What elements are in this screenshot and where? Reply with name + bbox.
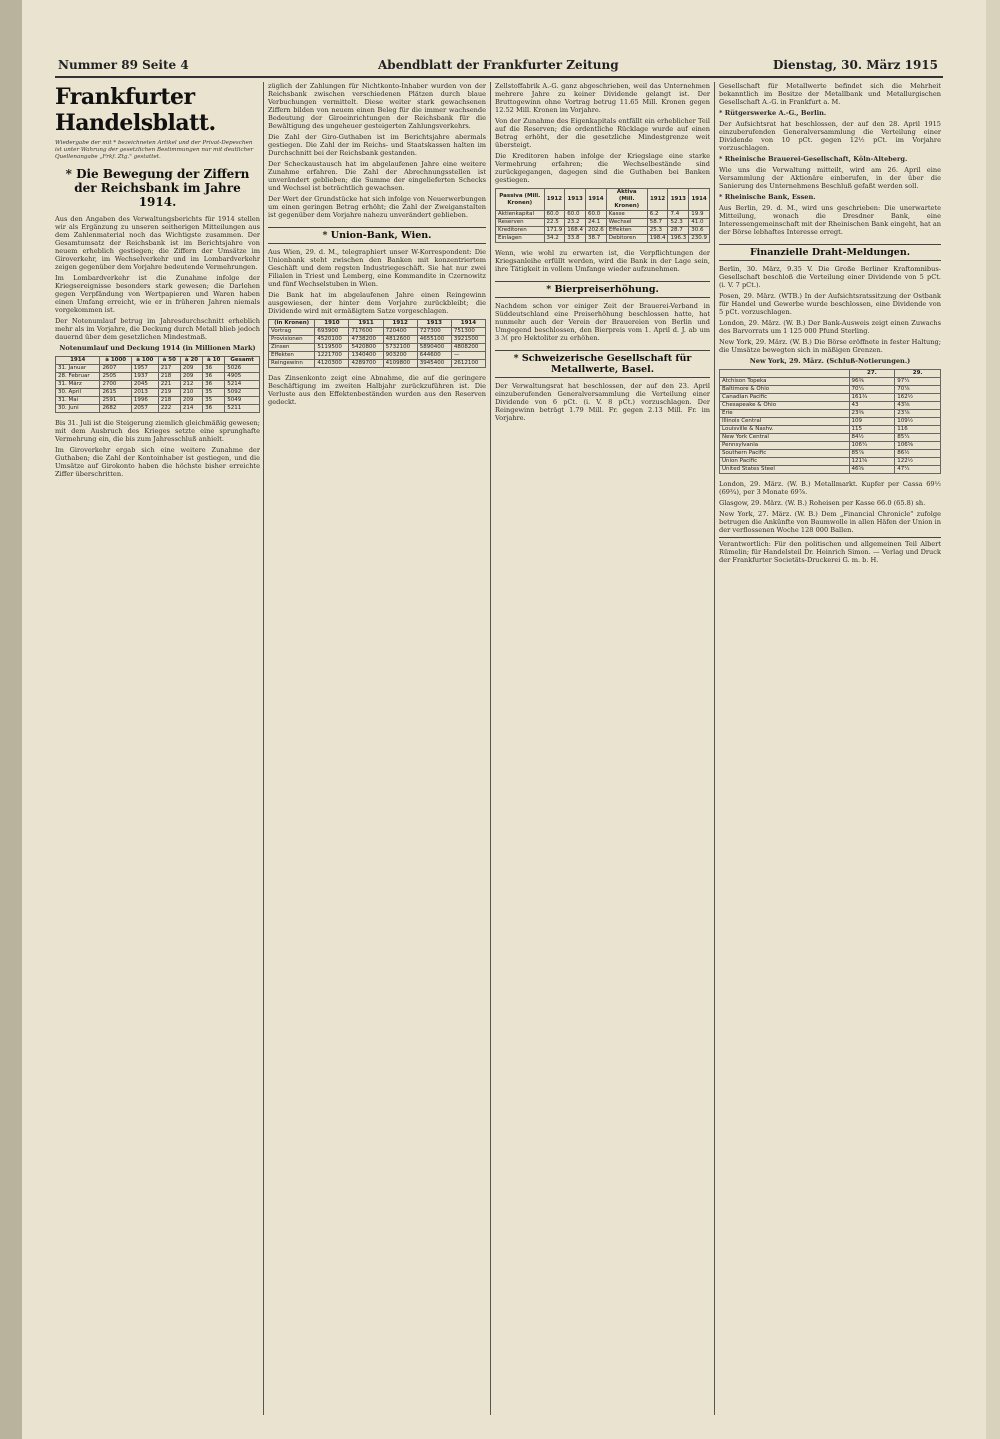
article-paragraph: Der Notenumlauf betrug im Jahresdurchschnitt erheblich mehr als im Vorjahre, die Deckung durch Metall blieb jedoch dauernd über dem gesetzlichen Mindestmaß. <box>55 317 260 341</box>
table-row <box>56 389 260 397</box>
table-row <box>496 235 710 243</box>
table-cell: Kreditoren <box>496 227 545 235</box>
article-paragraph: New York, 29. März. (W. B.) Die Börse eröffnete in fester Haltung; die Umsätze bewegten sich in mäßigen Grenzen. <box>719 338 941 354</box>
table-cell: Reingewinn <box>269 360 315 368</box>
table-cell: 1957 <box>131 365 158 373</box>
table-row <box>56 381 260 389</box>
table-cell: 5092 <box>225 389 260 397</box>
table-header-cell: 1914 <box>689 189 710 211</box>
table-header-cell <box>720 370 850 378</box>
table-row <box>56 365 260 373</box>
table-cell: 4109800 <box>383 360 417 368</box>
table-cell: Pennsylvania <box>720 442 850 450</box>
column-1 <box>55 82 260 1415</box>
table-cell: 5420800 <box>349 344 383 352</box>
table-cell: 35 <box>203 389 225 397</box>
table-cell: 202.6 <box>586 227 607 235</box>
table-cell: 1996 <box>131 397 158 405</box>
table-row <box>496 211 710 219</box>
table-cell: 219 <box>158 389 180 397</box>
table-header-cell: à 50 <box>158 357 180 365</box>
table-cell: 97¼ <box>895 378 941 386</box>
table-header-cell: 29. <box>895 370 941 378</box>
table-cell: 210 <box>180 389 202 397</box>
table-cell: 168.4 <box>565 227 586 235</box>
table-cell: Erie <box>720 410 850 418</box>
article-paragraph: Gesellschaft für Metallwerte befindet sich die Mehrheit bekanntlich im Besitze der Metallbank und Metallurgischen Gesellschaft A.-G. in Frankfurt a. M. <box>719 82 941 106</box>
table-cell: 60.0 <box>586 211 607 219</box>
table-cell: 31. März <box>56 381 100 389</box>
table-cell: 5119500 <box>315 344 349 352</box>
copyright-note: Wiedergabe der mit * bezeichneten Artikel und der Privat-Depeschen ist unter Wahrung der gesetzlichen Bestimmungen nur mit deutlicher Quellenangabe „Frkf. Ztg." gestattet. <box>55 140 254 160</box>
table-cell: 2615 <box>100 389 131 397</box>
column-divider <box>490 82 491 1415</box>
table-cell: 30. Juni <box>56 405 100 413</box>
table-cell: 85⅞ <box>849 450 895 458</box>
table-cell: 58.7 <box>647 219 668 227</box>
table-cell: 751300 <box>451 328 485 336</box>
balance-table <box>495 188 710 243</box>
table-cell: 52.3 <box>668 219 689 227</box>
article-paragraph: Wenn, wie wohl zu erwarten ist, die Verpflichtungen der Kriegsanleihe erfüllt werden, wird die Bank in der Lage sein, ihre Tätigkeit in vollem Umfange wieder aufzunehmen. <box>495 249 710 273</box>
table-cell: Union Pacific <box>720 458 850 466</box>
table-cell: 60.0 <box>565 211 586 219</box>
table-cell: Effekten <box>606 227 647 235</box>
article-paragraph: Nachdem schon vor einiger Zeit der Brauerei-Verband in Süddeutschland eine Preiserhöhung beschlossen hatte, hat nunmehr auch der Verein der Brauereien von Berlin und Umgegend beschlossen, den Bierpreis vom 1. April d. J. ab um 3 ℳ pro Hektoliter zu erhöhen. <box>495 302 710 342</box>
table-cell: 5214 <box>225 381 260 389</box>
table-row <box>269 336 486 344</box>
table-cell: 31. Januar <box>56 365 100 373</box>
table-cell: Louisville & Nashv. <box>720 426 850 434</box>
quotes-title: New York, 29. März. (Schluß-Notierungen.) <box>749 357 911 365</box>
table-header-cell: 27. <box>849 370 895 378</box>
table-cell: 727300 <box>417 328 451 336</box>
table-row <box>56 397 260 405</box>
article-paragraph: Zellstoffabrik A.-G. ganz abgeschrieben, weil das Unternehmen mehrere Jahre zu keiner Dividende gelangt ist. Der Bruttogewinn ohne Vortrag betrug 11.65 Mill. Kronen gegen 12.52 Mill. Kronen im Vorjahre. <box>495 82 710 114</box>
table-cell: 3945400 <box>417 360 451 368</box>
table-cell: 4120300 <box>315 360 349 368</box>
table-cell: 4738200 <box>349 336 383 344</box>
table-cell: Southern Pacific <box>720 450 850 458</box>
table-row <box>720 450 941 458</box>
article-headline-unionbank: * Union-Bank, Wien. <box>268 227 486 244</box>
article-paragraph: Im Lombardverkehr ist die Zunahme infolge der Kriegsereignisse besonders stark gewesen; die Darlehen gegen Verpfändung von Wertpapieren und Waren haben einen Umfang erreicht, wie er in früheren Jahren niemals vorgekommen ist. <box>55 274 260 314</box>
table-cell: 198.4 <box>647 235 668 243</box>
table-cell: 2607 <box>100 365 131 373</box>
table-header-cell: Passiva (Mill. Kronen) <box>496 189 545 211</box>
table-header-cell: 1912 <box>383 320 417 328</box>
table-cell: 86½ <box>895 450 941 458</box>
article-paragraph: Aus den Angaben des Verwaltungsberichts für 1914 stellen wir als Ergänzung zu unseren seitherigen Mitteilungen aus dem Zahlenmaterial noch das Wichtigste zusammen. Der Gesamtumsatz der Reichsbank ist im Berichtsjahre von neuem erheblich gestiegen; die Ziffern der Umsätze im Giroverkehr, im Wechselverkehr und im Lombardverkehr zeigen gegenüber dem Vorjahre bedeutende Vermehrungen. <box>55 215 260 271</box>
table-cell: Effekten <box>269 352 315 360</box>
table-row <box>720 386 941 394</box>
table-cell: 217 <box>158 365 180 373</box>
article-paragraph: Bis 31. Juli ist die Steigerung ziemlich gleichmäßig gewesen; mit dem Ausbruch des Krieges setzte eine sprunghafte Vermehrung ein, die bis zum Jahresschluß anhielt. <box>55 419 260 443</box>
table-cell: 106⅝ <box>895 442 941 450</box>
table-cell: Aktienkapital <box>496 211 545 219</box>
table-cell: Atchison Topeka <box>720 378 850 386</box>
table-cell: 5732100 <box>383 344 417 352</box>
table-row <box>269 344 486 352</box>
table-header-cell: à 100 <box>131 357 158 365</box>
article-paragraph: Die Zahl der Giro-Guthaben ist im Berichtsjahre abermals gestiegen. Die Zahl der im Reichs- und Staatskassen halten im Durchschnitt bei der Reichsbank gestanden. <box>268 133 486 157</box>
table-cell: 212 <box>180 381 202 389</box>
table-cell: 38.7 <box>586 235 607 243</box>
table-cell: 4520100 <box>315 336 349 344</box>
table-cell: 209 <box>180 397 202 405</box>
table-cell: 109½ <box>895 418 941 426</box>
table-header-cell: à 1000 <box>100 357 131 365</box>
table-cell: 116 <box>895 426 941 434</box>
table-cell: 122½ <box>895 458 941 466</box>
table-cell: 43 <box>849 402 895 410</box>
table-cell: Wechsel <box>606 219 647 227</box>
table-cell: United States Steel <box>720 466 850 474</box>
table-row <box>269 360 486 368</box>
section-headline-draht: Finanzielle Draht-Meldungen. <box>719 244 941 261</box>
table-row <box>56 405 260 413</box>
table-cell: 4289700 <box>349 360 383 368</box>
article-paragraph: Der Wert der Grundstücke hat sich infolge von Neuerwerbungen um einen geringen Betrag erhöht; die Zahl der Zweiganstalten ist gegenüber dem Vorjahre nahezu unverändert geblieben. <box>268 195 486 219</box>
table-cell: 1221700 <box>315 352 349 360</box>
table-cell: 34.2 <box>544 235 565 243</box>
article-paragraph: Der Aufsichtsrat hat beschlossen, der auf den 28. April 1915 einzuberufenden Generalversammlung die Verteilung einer Dividende von 10 pCt. gegen 12½ pCt. im Vorjahre vorzuschlagen. <box>719 120 941 152</box>
table-header-cell: Aktiva (Mill. Kronen) <box>606 189 647 211</box>
table-header-cell: 1912 <box>647 189 668 211</box>
table-row <box>720 418 941 426</box>
table-header-cell: 1914 <box>56 357 100 365</box>
table-cell: 1937 <box>131 373 158 381</box>
table-cell: 85¼ <box>895 434 941 442</box>
table-row <box>720 426 941 434</box>
table-cell: 36 <box>203 381 225 389</box>
table-cell: 4812600 <box>383 336 417 344</box>
table-row <box>496 227 710 235</box>
table-cell: 221 <box>158 381 180 389</box>
table-cell: 96⅜ <box>849 378 895 386</box>
table-row <box>720 410 941 418</box>
table-cell: Debitoren <box>606 235 647 243</box>
binding-gutter <box>0 0 22 1439</box>
table-cell: 5211 <box>225 405 260 413</box>
table-row <box>720 394 941 402</box>
table-cell: 36 <box>203 365 225 373</box>
table-row <box>56 373 260 381</box>
table-cell: 720400 <box>383 328 417 336</box>
column-2 <box>268 82 486 1415</box>
table-row <box>269 328 486 336</box>
article-paragraph: London, 29. März. (W. B.) Metallmarkt. Kupfer per Cassa 69½ (69¾), per 3 Monate 69⅞. <box>719 480 941 496</box>
table-cell: 5049 <box>225 397 260 405</box>
table-cell: 161¾ <box>849 394 895 402</box>
table-cell: 2505 <box>100 373 131 381</box>
table-cell: 6.2 <box>647 211 668 219</box>
table-cell: 28.7 <box>668 227 689 235</box>
table-header-cell: 1913 <box>565 189 586 211</box>
table-cell: 171.9 <box>544 227 565 235</box>
article-paragraph: New York, 27. März. (W. B.) Dem „Financial Chronicle" zufolge betrugen die Ankünfte von Baumwolle in allen Häfen der Union in der verflossenen Woche 128 000 Ballen. <box>719 510 941 534</box>
table-cell: 23⅞ <box>895 410 941 418</box>
article-headline-metallwerte: * Schweizerische Gesellschaft für Metallwerte, Basel. <box>495 350 710 378</box>
table-header-cell: 1914 <box>451 320 485 328</box>
table-cell: Reserven <box>496 219 545 227</box>
table-cell: 33.8 <box>565 235 586 243</box>
table-cell: 3921500 <box>451 336 485 344</box>
article-paragraph: Aus Wien, 29. d. M., telegraphiert unser W-Korrespondent: Die Unionbank steht zwischen den Banken mit konzentriertem Geschäft und dem regsten Industriegeschäft. Sie hat nur zwei Filialen in Triest und Lemberg, eine Kommandite in Czernowitz und fünf Wechselstuben in Wien. <box>268 248 486 288</box>
article-headline: * Rütgerswerke A.-G., Berlin. <box>719 109 827 117</box>
table-cell: New York Central <box>720 434 850 442</box>
table-header-cell: 1914 <box>586 189 607 211</box>
article-paragraph: Glasgow, 29. März. (W. B.) Roheisen per Kasse 66.0 (65.8) sh. <box>719 499 926 507</box>
table-cell: 2700 <box>100 381 131 389</box>
table-cell: 41.0 <box>689 219 710 227</box>
table-cell: Chesapeake & Ohio <box>720 402 850 410</box>
table-cell: 31. Mai <box>56 397 100 405</box>
table-cell: — <box>451 352 485 360</box>
table-cell: Kasse <box>606 211 647 219</box>
table-cell: 2682 <box>100 405 131 413</box>
table-row <box>269 352 486 360</box>
table-header-cell: Gesamt <box>225 357 260 365</box>
table-row <box>720 378 941 386</box>
column-4 <box>719 82 941 1415</box>
table-cell: 209 <box>180 373 202 381</box>
issue-date: Dienstag, 30. März 1915 <box>773 58 938 72</box>
table-cell: 24.1 <box>586 219 607 227</box>
page-edge <box>986 0 1000 1439</box>
unionbank-table <box>268 319 486 368</box>
table-cell: 7.4 <box>668 211 689 219</box>
table-cell: 218 <box>158 397 180 405</box>
table-cell: 47¼ <box>895 466 941 474</box>
table-cell: 2013 <box>131 389 158 397</box>
table-cell: 222 <box>158 405 180 413</box>
table-cell: 209 <box>180 365 202 373</box>
table-cell: 218 <box>158 373 180 381</box>
table-cell: 30. April <box>56 389 100 397</box>
table-row <box>720 402 941 410</box>
table-cell: Einlagen <box>496 235 545 243</box>
article-headline-bierpreis: * Bierpreiserhöhung. <box>495 281 710 298</box>
article-paragraph: Von der Zunahme des Eigenkapitals entfällt ein erheblicher Teil auf die Reserven; die ordentliche Rücklage wurde auf einen Betrag erhöht, der die gesetzliche Mindestgrenze weit übersteigt. <box>495 117 710 149</box>
table-row <box>720 458 941 466</box>
article-paragraph: Die Bank hat im abgelaufenen Jahre einen Reingewinn ausgewiesen, der hinter dem Vorjahre zurückbleibt; die Dividende wird mit ermäßigtem Satze vorgeschlagen. <box>268 291 486 315</box>
article-paragraph: Berlin, 30. März, 9.35 V. Die Große Berliner Kraftomnibus-Gesellschaft beschloß die Verteilung einer Dividende von 5 pCt. (i. V. 7 pCt.). <box>719 265 941 289</box>
table-cell: 109 <box>849 418 895 426</box>
ny-quotes-table <box>719 369 941 474</box>
article-paragraph: Wie uns die Verwaltung mitteilt, wird am 26. April eine Versammlung der Aktionäre einberufen, in der über die Sanierung des Unternehmens Beschluß gefaßt werden soll. <box>719 166 941 190</box>
notenumlauf-table <box>55 356 260 413</box>
table-cell: 4655100 <box>417 336 451 344</box>
table-cell: 2612100 <box>451 360 485 368</box>
table-cell: 644600 <box>417 352 451 360</box>
table-cell: 5026 <box>225 365 260 373</box>
table-row <box>496 219 710 227</box>
table-cell: Baltimore & Ohio <box>720 386 850 394</box>
article-paragraph: züglich der Zahlungen für Nichtkonto-Inhaber wurden von der Reichsbank zwischen verschiedenen Plätzen durch blaue Verbuchungen vermittelt. Diese weiter stark gewachsenen Ziffern bilden von neuem einen Beleg für die immer wachsende Bedeutung der Giroeinrichtungen der Reichsbank für die Bewältigung des ungeheuer gesteigerten Zahlungsverkehrs. <box>268 82 486 130</box>
table-cell: 2057 <box>131 405 158 413</box>
article-paragraph: Der Scheckaustausch hat im abgelaufenen Jahre eine weitere Zunahme erfahren. Die Zahl der Abrechnungsstellen ist unverändert geblieben; die Summe der eingelieferten Schecks und Wechsel ist beträchtlich gewachsen. <box>268 160 486 192</box>
imprint-footer: Verantwortlich: Für den politischen und allgemeinen Teil Albert Rümelin; für Handelsteil Dr. Heinrich Simon. — Verlag und Druck der Frankfurter Societäts-Druckerei G. m. b. H. <box>719 537 941 564</box>
table-cell: 1340400 <box>349 352 383 360</box>
table-cell: 35 <box>203 397 225 405</box>
table-cell: 4808200 <box>451 344 485 352</box>
table-header-cell: 1911 <box>349 320 383 328</box>
table-row <box>720 442 941 450</box>
table-cell: 115 <box>849 426 895 434</box>
table-cell: 28. Februar <box>56 373 100 381</box>
table-title: Notenumlauf und Deckung 1914 (in Millionen Mark) <box>59 344 256 352</box>
table-cell: Illinois Central <box>720 418 850 426</box>
column-divider <box>263 82 264 1415</box>
table-cell: 46⅝ <box>849 466 895 474</box>
column-divider <box>714 82 715 1415</box>
table-cell: 2045 <box>131 381 158 389</box>
table-cell: 5890400 <box>417 344 451 352</box>
table-cell: Zinsen <box>269 344 315 352</box>
article-headline: * Rheinische Brauerei-Gesellschaft, Köln-Alteberg. <box>719 155 908 163</box>
table-cell: 230.9 <box>689 235 710 243</box>
masthead-rule <box>55 76 943 78</box>
table-cell: 25.3 <box>647 227 668 235</box>
table-cell: 36 <box>203 405 225 413</box>
table-header-cell: 1913 <box>668 189 689 211</box>
table-header-cell: (in Kronen) <box>269 320 315 328</box>
table-header-cell: 1910 <box>315 320 349 328</box>
newspaper-title: Abendblatt der Frankfurter Zeitung <box>378 58 619 72</box>
table-cell: 717600 <box>349 328 383 336</box>
table-row <box>720 466 941 474</box>
article-paragraph: Die Kreditoren haben infolge der Kriegslage eine starke Vermehrung erfahren; die Wechselbestände sind zurückgegangen, dagegen sind die Guthaben bei Banken gestiegen. <box>495 152 710 184</box>
table-cell: 70⅞ <box>895 386 941 394</box>
issue-number: Nummer 89 Seite 4 <box>58 58 189 72</box>
table-header-cell: 1912 <box>544 189 565 211</box>
table-cell: 22.5 <box>544 219 565 227</box>
article-paragraph: London, 29. März. (W. B.) Der Bank-Ausweis zeigt einen Zuwachs des Barvorrats um 1 125 000 Pfund Sterling. <box>719 319 941 335</box>
table-cell: 43⅝ <box>895 402 941 410</box>
article-headline-reichsbank: * Die Bewegung der Ziffern der Reichsbank im Jahre 1914. <box>65 167 250 209</box>
table-cell: 106¼ <box>849 442 895 450</box>
article-headline: * Rheinische Bank, Essen. <box>719 193 816 201</box>
article-paragraph: Der Verwaltungsrat hat beschlossen, der auf den 23. April einzuberufenden Generalversammlung die Verteilung einer Dividende von 6 pCt. (i. V. 8 pCt.) vorzuschlagen. Der Reingewinn beträgt 1.79 Mill. Fr. gegen 2.13 Mill. Fr. im Vorjahre. <box>495 382 710 422</box>
table-cell: 196.3 <box>668 235 689 243</box>
table-cell: 23⅜ <box>849 410 895 418</box>
table-header-cell: 1913 <box>417 320 451 328</box>
table-cell: 19.9 <box>689 211 710 219</box>
table-header-cell: à 10 <box>203 357 225 365</box>
table-cell: 2591 <box>100 397 131 405</box>
article-paragraph: Posen, 29. März. (WTB.) In der Aufsichtsratssitzung der Ostbank für Handel und Gewerbe wurde beschlossen, eine Dividende von 5 pCt. vorzuschlagen. <box>719 292 941 316</box>
table-cell: 23.2 <box>565 219 586 227</box>
table-cell: 36 <box>203 373 225 381</box>
table-cell: 214 <box>180 405 202 413</box>
table-cell: 4905 <box>225 373 260 381</box>
table-cell: 121⅝ <box>849 458 895 466</box>
article-paragraph: Im Giroverkehr ergab sich eine weitere Zunahme der Guthaben; die Zahl der Kontoinhaber ist gestiegen, und die Umsätze auf Girokonto haben die höchste bisher erreichte Ziffer überschritten. <box>55 446 260 478</box>
article-paragraph: Das Zinsenkonto zeigt eine Abnahme, die auf die geringere Beschäftigung im zweiten Halbjahr zurückzuführen ist. Die Verluste aus den Effektenbeständen wurden aus den Reserven gedeckt. <box>268 374 486 406</box>
table-cell: 70¼ <box>849 386 895 394</box>
table-cell: 60.0 <box>544 211 565 219</box>
article-paragraph: Aus Berlin, 29. d. M., wird uns geschrieben: Die unerwartete Mitteilung, wonach die Dresdner Bank, eine Interessengemeinschaft mit der Rheinischen Bank eingeht, hat an der Börse lebhaftes Interesse erregt. <box>719 204 941 236</box>
table-cell: 903200 <box>383 352 417 360</box>
handelsblatt-title: Frankfurter Handelsblatt. <box>55 84 216 136</box>
table-row <box>720 434 941 442</box>
table-cell: 162½ <box>895 394 941 402</box>
table-header-cell: à 20 <box>180 357 202 365</box>
table-cell: 693900 <box>315 328 349 336</box>
masthead <box>58 56 938 76</box>
table-cell: 84½ <box>849 434 895 442</box>
table-cell: Vortrag <box>269 328 315 336</box>
table-cell: 30.6 <box>689 227 710 235</box>
column-3 <box>495 82 710 1415</box>
table-cell: Provisionen <box>269 336 315 344</box>
table-cell: Canadian Pacific <box>720 394 850 402</box>
